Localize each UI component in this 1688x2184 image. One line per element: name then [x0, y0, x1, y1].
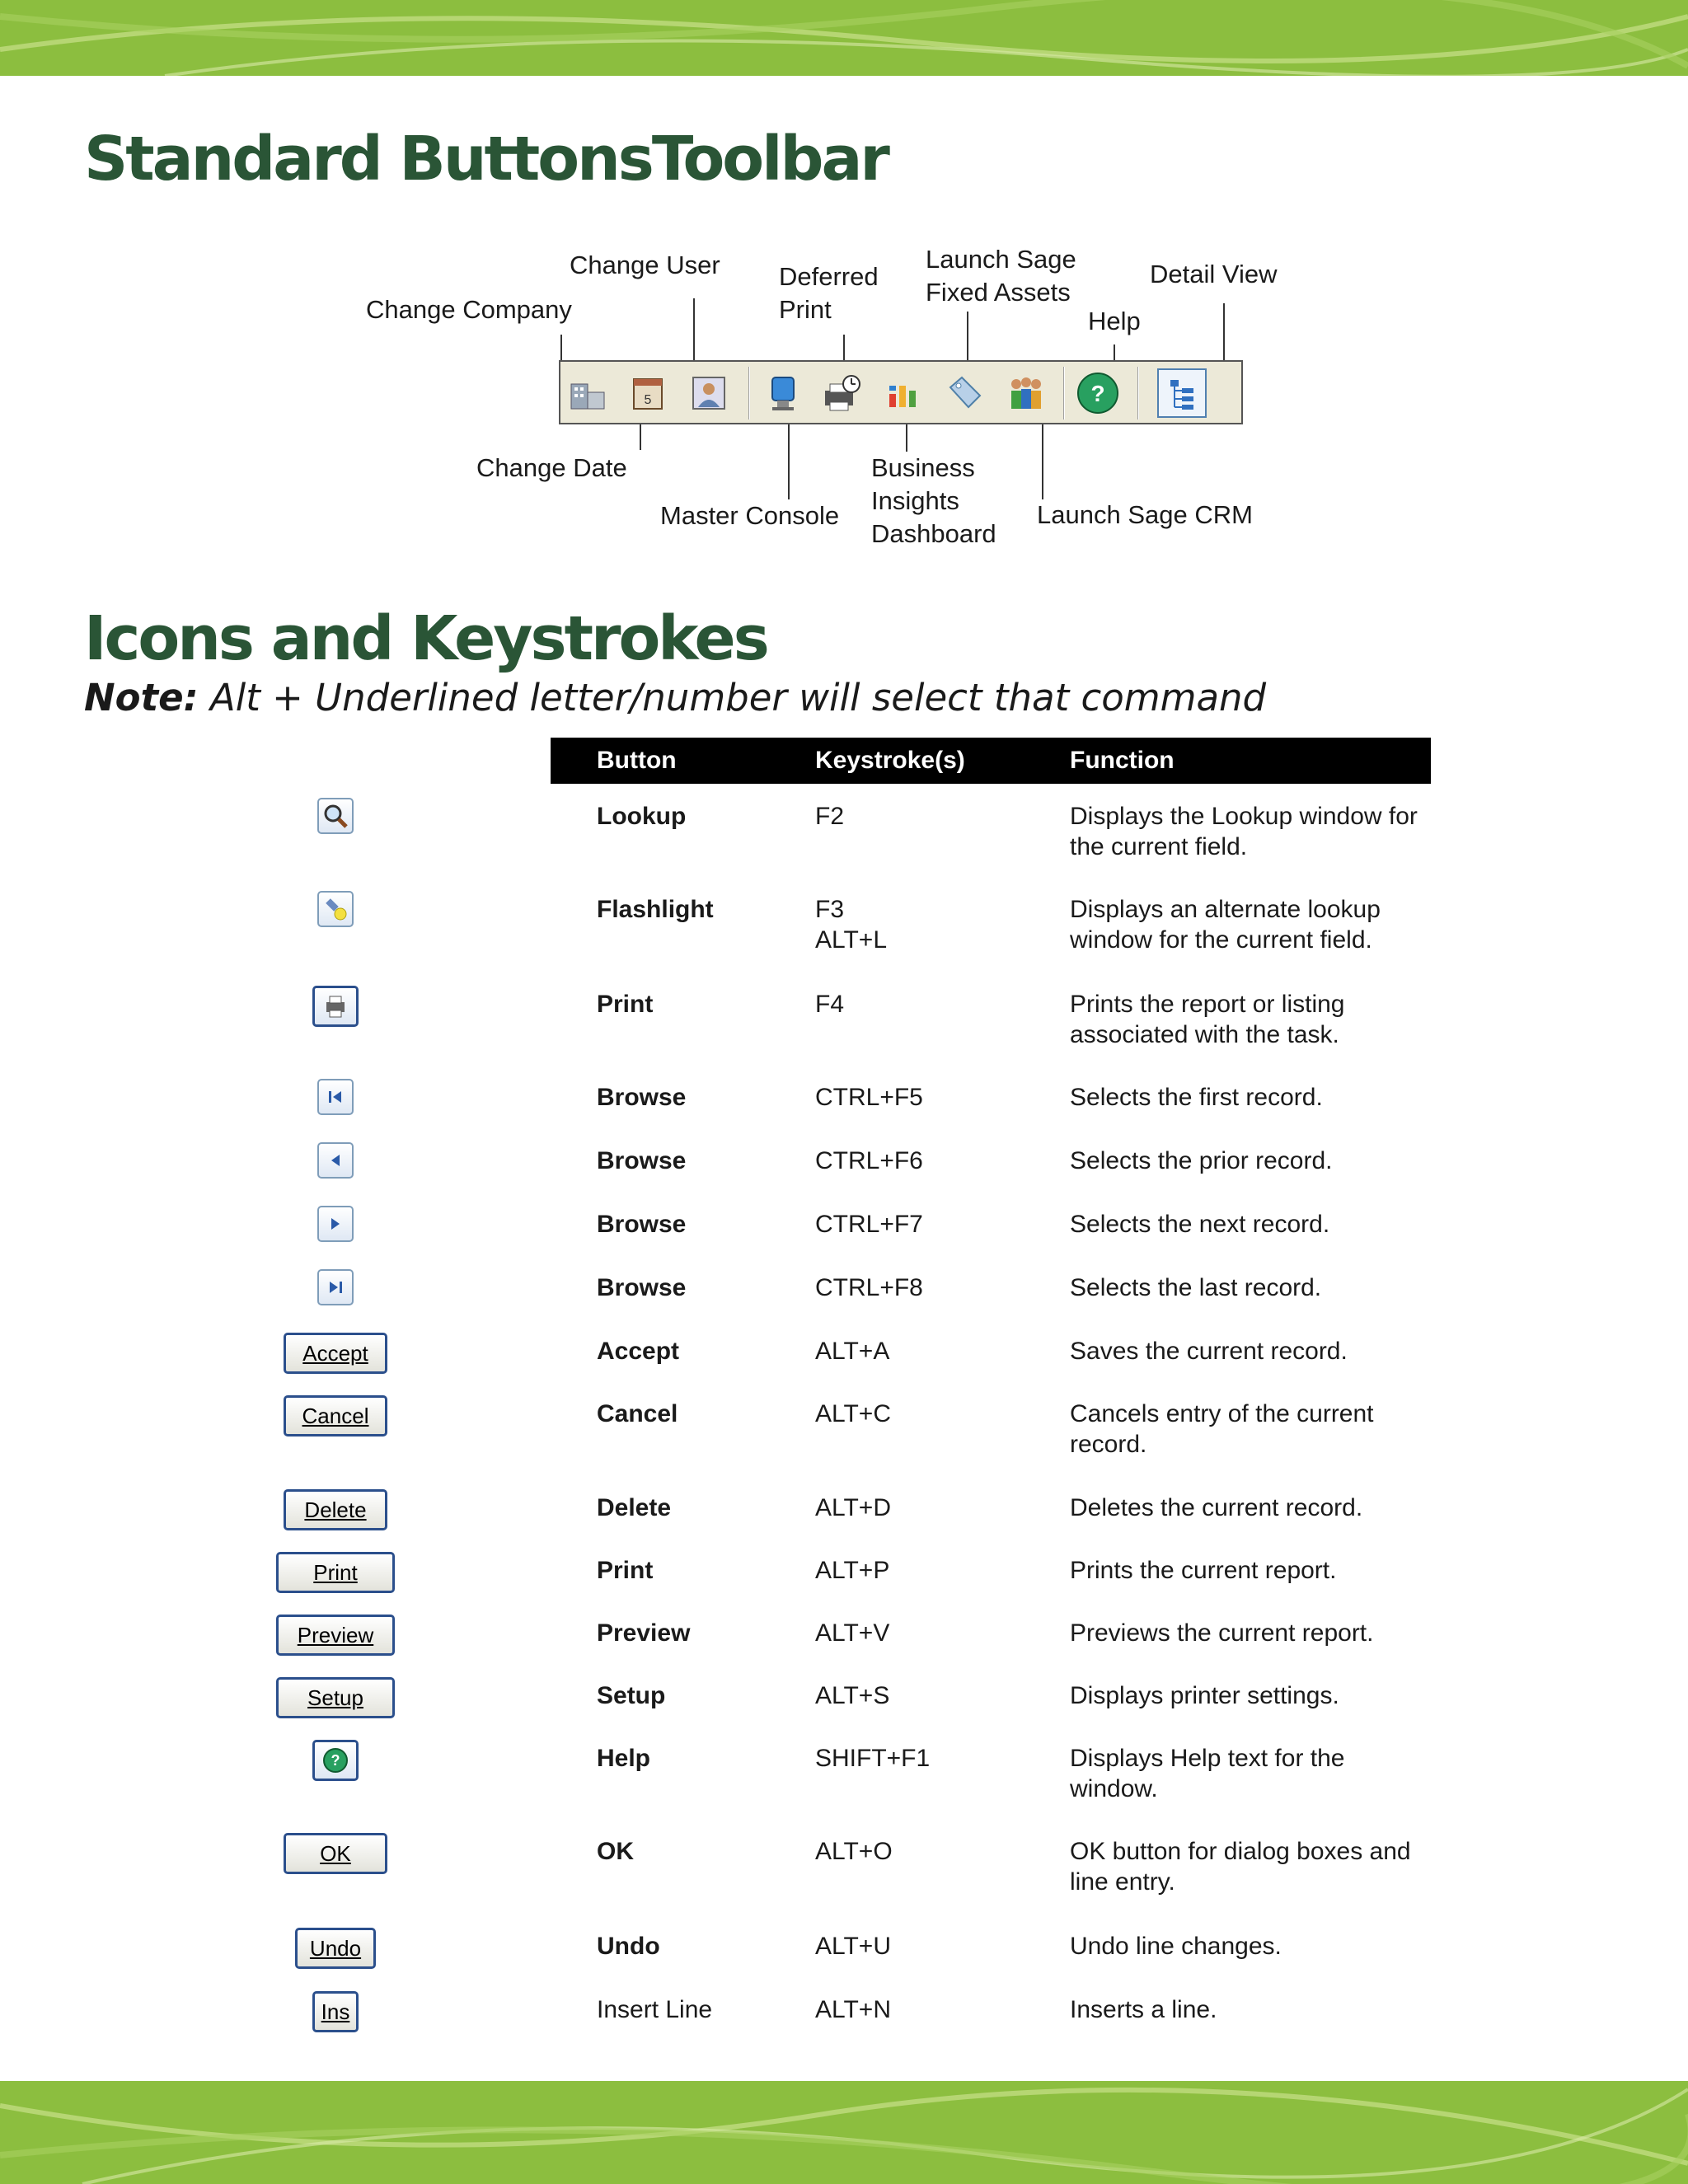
button-name: Browse	[597, 1084, 687, 1111]
button-name: Browse	[597, 1274, 687, 1301]
svg-text:?: ?	[331, 1752, 340, 1769]
button-name: Print	[597, 1557, 654, 1584]
function-text: Displays Help text for the window.	[1070, 1745, 1345, 1802]
button-name: Setup	[597, 1682, 666, 1709]
keystroke: F2	[815, 803, 845, 830]
change-user-icon[interactable]	[684, 368, 734, 418]
keystroke: ALT+A	[815, 1338, 890, 1365]
button-name: Lookup	[597, 803, 687, 830]
next-record-icon[interactable]	[317, 1206, 354, 1242]
button-caption: Accept	[302, 1340, 368, 1366]
keystroke: SHIFT+F1	[815, 1745, 931, 1772]
deferred-print-icon[interactable]	[818, 368, 867, 418]
button-caption: Print	[313, 1559, 358, 1585]
button-name: OK	[597, 1838, 634, 1865]
business-insights-icon[interactable]	[879, 368, 928, 418]
button-caption: Cancel	[302, 1403, 369, 1428]
svg-text:?: ?	[1090, 381, 1105, 406]
label-change-company: Change Company	[366, 295, 572, 324]
label-change-user: Change User	[570, 251, 720, 279]
note-label: Note:	[84, 676, 199, 719]
keystroke: CTRL+F6	[815, 1147, 923, 1174]
header-button: Button	[597, 747, 677, 774]
print-button[interactable]	[276, 1552, 395, 1593]
insert-line-button[interactable]	[312, 1991, 359, 2032]
button-name: Print	[597, 991, 654, 1018]
setup-button[interactable]	[276, 1677, 395, 1718]
flashlight-icon[interactable]	[317, 891, 354, 927]
cancel-button[interactable]	[284, 1395, 387, 1436]
launch-fixed-assets-icon[interactable]	[940, 368, 989, 418]
bottom-decorative-band	[0, 2081, 1688, 2184]
button-name: Undo	[597, 1933, 660, 1960]
button-name: Help	[597, 1745, 651, 1772]
help-icon[interactable]	[312, 1740, 359, 1781]
printer-icon[interactable]	[312, 986, 359, 1027]
button-name: Preview	[597, 1619, 691, 1647]
note-line	[84, 676, 1266, 719]
accept-button[interactable]	[284, 1333, 387, 1374]
label-detail-view: Detail View	[1150, 260, 1278, 288]
label-deferred-print: Deferred Print	[779, 262, 879, 324]
function-text: Selects the next record.	[1070, 1211, 1330, 1238]
keystroke: F4	[815, 991, 845, 1018]
last-record-icon[interactable]	[317, 1269, 354, 1305]
standard-toolbar	[559, 360, 1243, 424]
function-text: Selects the prior record.	[1070, 1147, 1333, 1174]
magnifier-icon[interactable]	[317, 798, 354, 834]
button-name: Delete	[597, 1494, 672, 1521]
function-text: Inserts a line.	[1070, 1996, 1217, 2023]
function-text: Deletes the current record.	[1070, 1494, 1363, 1521]
keystroke: CTRL+F8	[815, 1274, 923, 1301]
button-caption: Delete	[304, 1497, 367, 1522]
button-name: Cancel	[597, 1400, 678, 1427]
toolbar-separator	[1137, 367, 1139, 419]
function-text: Previews the current report.	[1070, 1619, 1374, 1647]
label-launch-crm: Launch Sage CRM	[1037, 500, 1253, 529]
label-business-insights: Business Insights Dashboard	[871, 453, 996, 548]
button-name: Insert Line	[597, 1996, 713, 2023]
button-caption: Setup	[307, 1685, 363, 1710]
function-text: OK button for dialog boxes and line entry.	[1070, 1838, 1411, 1896]
first-record-icon[interactable]	[317, 1079, 354, 1115]
function-text: Displays the Lookup window for the current field.	[1070, 803, 1418, 860]
change-date-icon[interactable]	[623, 368, 673, 418]
keystroke: ALT+C	[815, 1400, 891, 1427]
button-caption: Ins	[321, 1999, 350, 2024]
keystroke: ALT+P	[815, 1557, 890, 1584]
help-icon[interactable]	[1073, 368, 1123, 418]
svg-text:5: 5	[644, 393, 652, 407]
keystroke: ALT+N	[815, 1996, 891, 2023]
delete-button[interactable]	[284, 1489, 387, 1530]
header-keystrokes: Keystroke(s)	[815, 747, 965, 774]
toolbar-section-title: Standard ButtonsToolbar	[84, 124, 888, 194]
keystroke: ALT+D	[815, 1494, 891, 1521]
function-text: Cancels entry of the current record.	[1070, 1400, 1374, 1458]
label-change-date: Change Date	[476, 453, 627, 482]
change-company-icon[interactable]	[564, 368, 613, 418]
detail-view-icon[interactable]	[1157, 368, 1207, 418]
undo-button[interactable]	[295, 1928, 376, 1969]
prior-record-icon[interactable]	[317, 1142, 354, 1179]
keystroke: ALT+S	[815, 1682, 890, 1709]
function-text: Undo line changes.	[1070, 1933, 1282, 1960]
ok-button[interactable]	[284, 1833, 387, 1874]
toolbar-separator	[1063, 367, 1065, 419]
function-text: Displays an alternate lookup window for the current field.	[1070, 896, 1381, 954]
toolbar-diagram	[0, 0, 1688, 577]
note-text: Alt + Underlined letter/number will select that command	[209, 676, 1267, 719]
function-text: Displays printer settings.	[1070, 1682, 1339, 1709]
label-master-console: Master Console	[660, 501, 840, 530]
icons-section-title: Icons and Keystrokes	[84, 603, 767, 674]
button-caption: Preview	[297, 1622, 374, 1647]
function-text: Selects the last record.	[1070, 1274, 1322, 1301]
label-launch-fixed-assets: Launch Sage Fixed Assets	[926, 245, 1076, 307]
keystroke: ALT+U	[815, 1933, 891, 1960]
toolbar-separator	[748, 367, 750, 419]
launch-crm-icon[interactable]	[1001, 368, 1050, 418]
button-name: Accept	[597, 1338, 680, 1365]
function-text: Prints the report or listing associated with the task.	[1070, 991, 1345, 1048]
header-function: Function	[1070, 747, 1175, 774]
keystroke: CTRL+F7	[815, 1211, 923, 1238]
table-header	[551, 738, 1431, 784]
button-caption: OK	[320, 1840, 351, 1866]
keystroke: ALT+V	[815, 1619, 890, 1647]
button-name: Browse	[597, 1147, 687, 1174]
keystroke: ALT+O	[815, 1838, 893, 1865]
function-text: Saves the current record.	[1070, 1338, 1348, 1365]
keystroke: F3 ALT+L	[815, 896, 887, 954]
master-console-icon[interactable]	[758, 368, 808, 418]
keystroke: CTRL+F5	[815, 1084, 923, 1111]
button-caption: Undo	[309, 1935, 362, 1961]
button-name: Flashlight	[597, 896, 714, 923]
function-text: Selects the first record.	[1070, 1084, 1323, 1111]
function-text: Prints the current report.	[1070, 1557, 1337, 1584]
preview-button[interactable]	[276, 1615, 395, 1656]
label-help: Help	[1088, 307, 1141, 335]
button-name: Browse	[597, 1211, 687, 1238]
